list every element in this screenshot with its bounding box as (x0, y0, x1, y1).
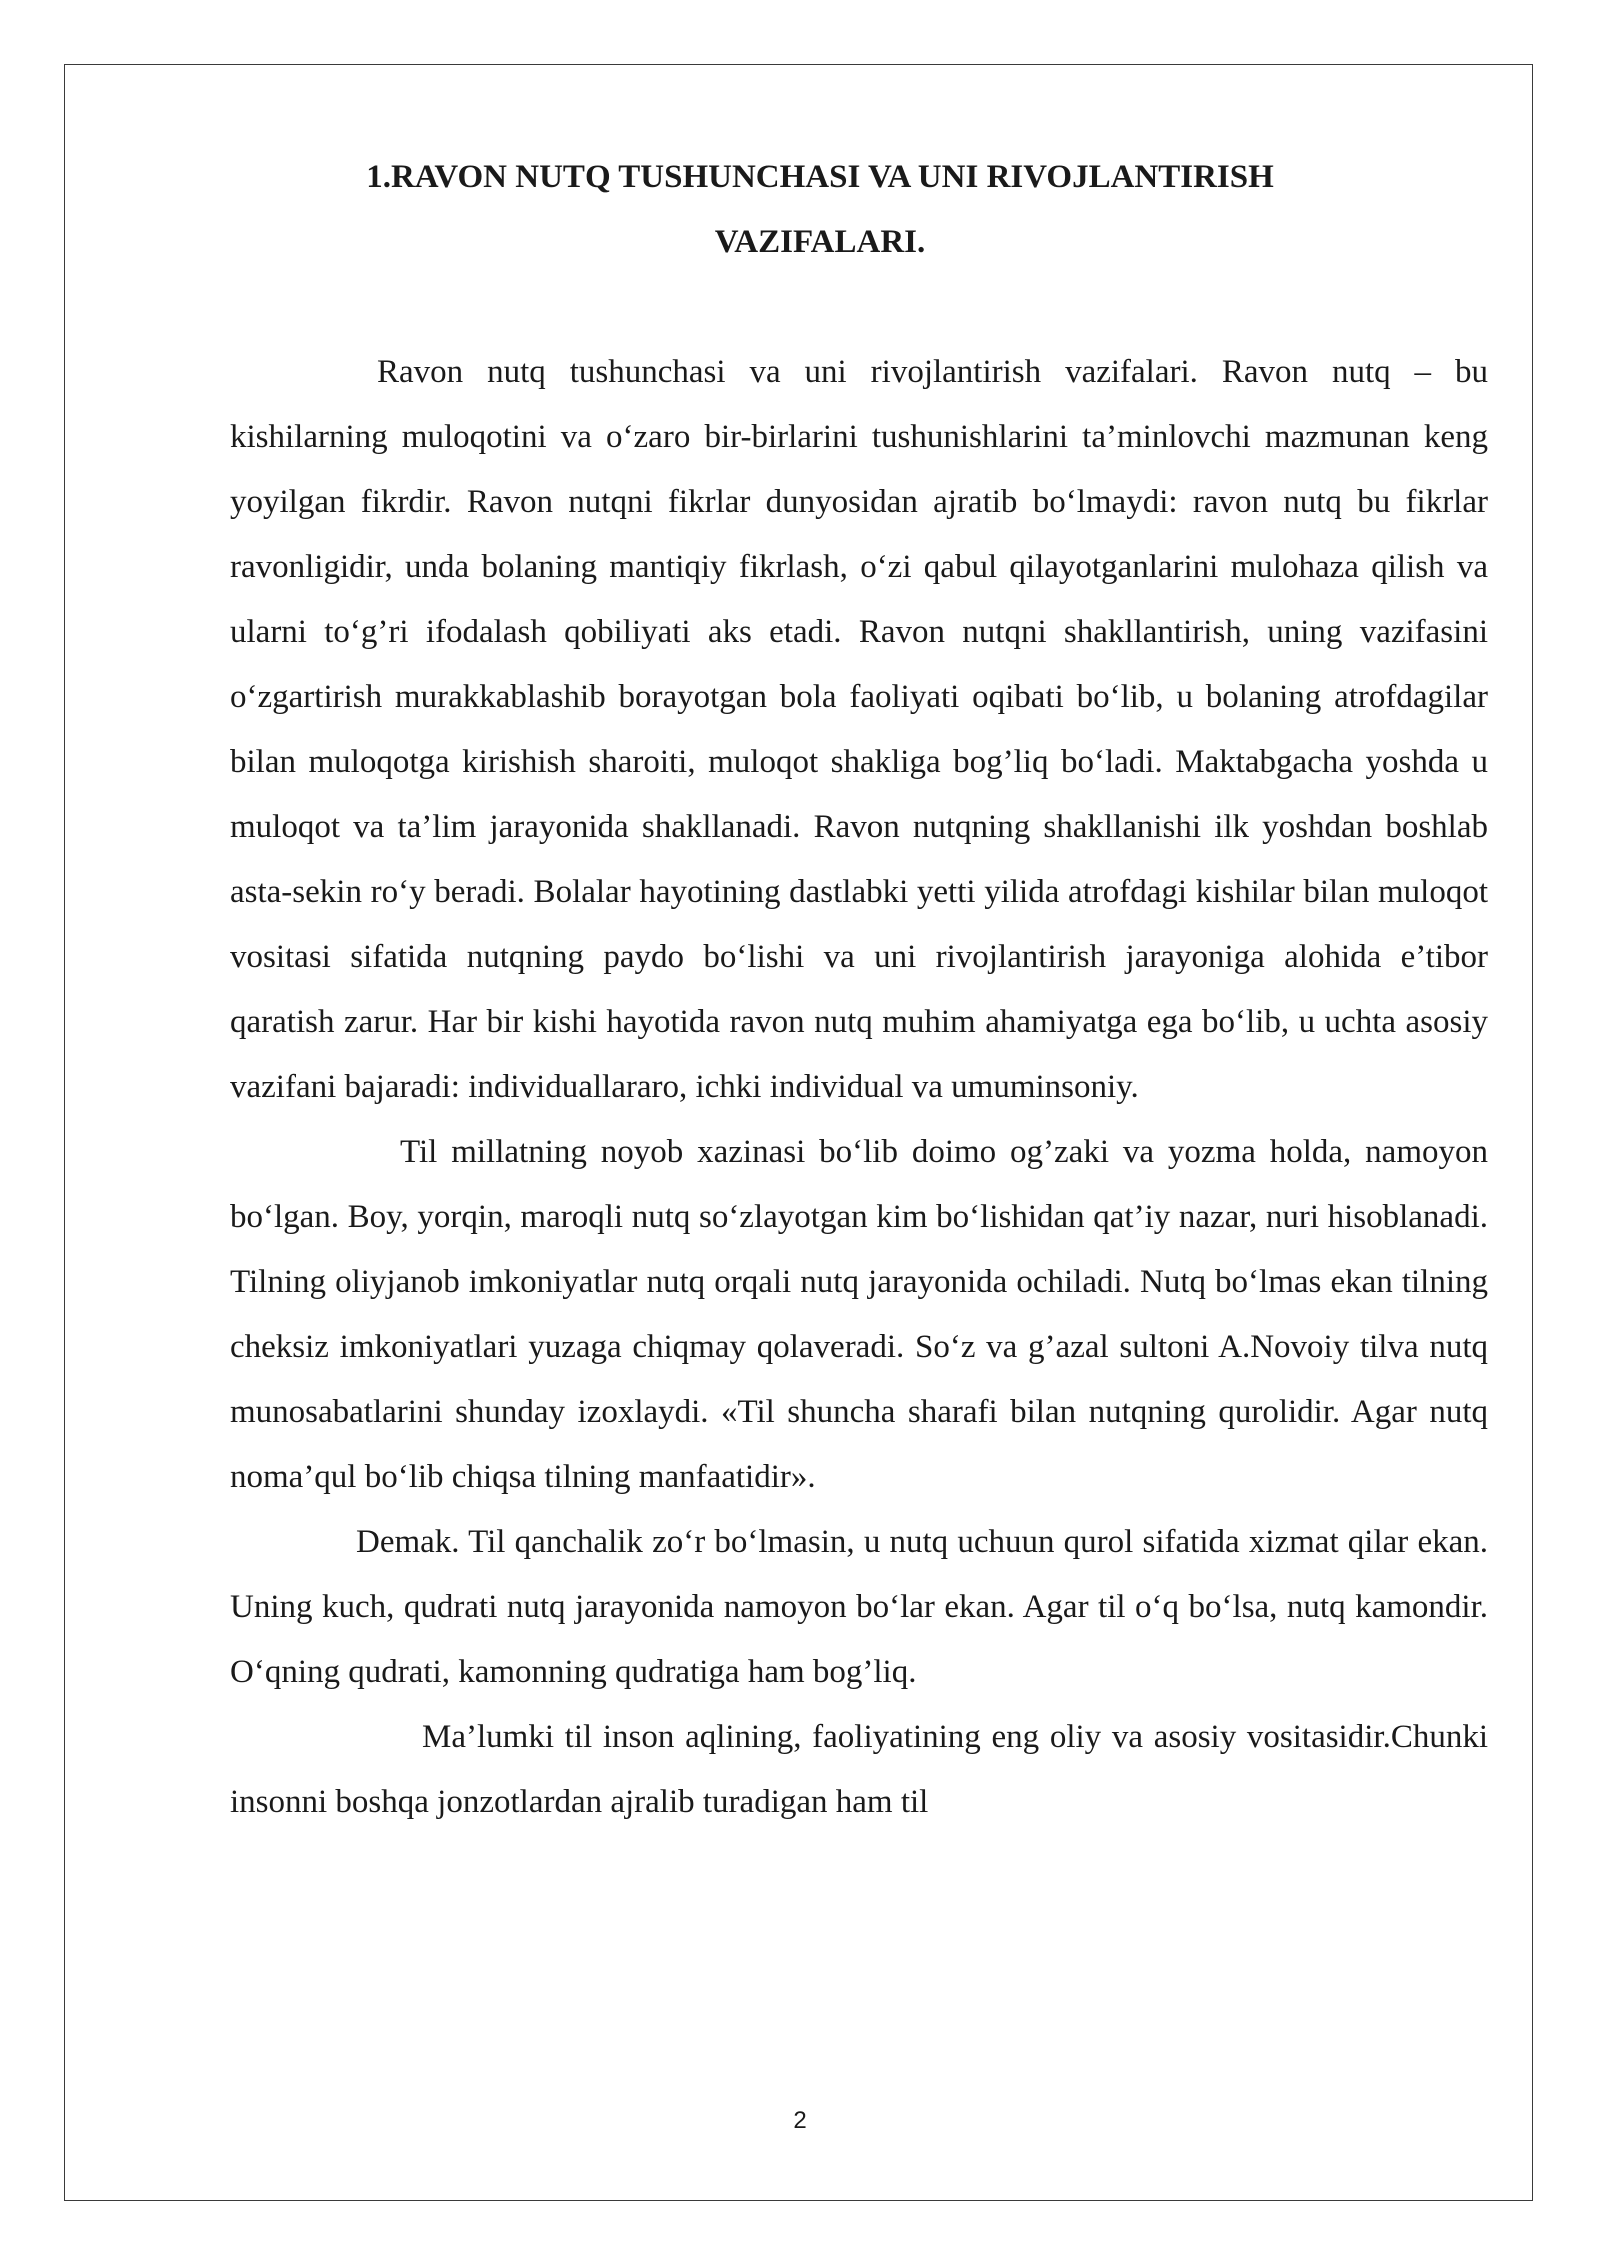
body-text (230, 340, 1488, 1835)
section-heading (230, 145, 1410, 275)
paragraph-1: Ravon nutq tushunchasi va uni rivojlantirish vazifalari. Ravon nutq – bu kishilarning muloqotini va o‘zaro bir-birlarini tushunishlarini ta’minlovchi mazmunan keng yoyilgan fikrdir. Ravon nutqni fikrlar dunyosidan ajratib bo‘lmaydi: ravon nutq bu fikrlar ravonligidir, unda bolaning mantiqiy fikrlash, o‘zi qabul qilayotganlarini mulohaza qilish va ularni to‘g’ri ifodalash qobiliyati aks etadi. Ravon nutqni shakllantirish, uning vazifasini o‘zgartirish murakkablashib borayotgan bola faoliyati oqibati bo‘lib, u bolaning atrofdagilar bilan muloqotga kirishish sharoiti, muloqot shakliga bog’liq bo‘ladi. Maktabgacha yoshda u muloqot va ta’lim jarayonida shakllanadi. Ravon nutqning shakllanishi ilk yoshdan boshlab asta-sekin ro‘y beradi. Bolalar hayotining dastlabki yetti yilida atrofdagi kishilar bilan muloqot vositasi sifatida nutqning paydo bo‘lishi va uni rivojlantirish jarayoniga alohida e’tibor qaratish zarur. Har bir kishi hayotida ravon nutq muhim ahamiyatga ega bo‘lib, u uchta asosiy vazifani bajaradi: individuallararo, ichki individual va umuminsoniy. (230, 354, 1488, 1105)
paragraph-2: Til millatning noyob xazinasi bo‘lib doimo og’zaki va yozma holda, namoyon bo‘lgan. Boy, yorqin, maroqli nutq so‘zlayotgan kim bo‘lishidan qat’iy nazar, nuri hisoblanadi. Tilning oliyjanob imkoniyatlar nutq orqali nutq jarayonida ochiladi. Nutq bo‘lmas ekan tilning cheksiz imkoniyatlari yuzaga chiqmay qolaveradi. So‘z va g’azal sultoni A.Novoiy tilva nutq munosabatlarini shunday izoxlaydi. «Til shuncha sharafi bilan nutqning qurolidir. Agar nutq noma’qul bo‘lib chiqsa tilning manfaatidir». (230, 1134, 1488, 1495)
paragraph-3: Demak. Til qanchalik zo‘r bo‘lmasin, u nutq uchuun qurol sifatida xizmat qilar ekan. Uning kuch, qudrati nutq jarayonida namoyon bo‘lar ekan. Agar til o‘q bo‘lsa, nutq kamondir. O‘qning qudrati, kamonning qudratiga ham bog’liq. (230, 1524, 1488, 1690)
paragraph-4: Ma’lumki til inson aqlining, faoliyatining eng oliy va asosiy vositasidir.Chunki insonni boshqa jonzotlardan ajralib turadigan ham til (230, 1719, 1488, 1820)
page-number: 2 (793, 2107, 807, 2134)
heading-line-2: VAZIFALARI. (714, 224, 926, 260)
heading-line-1: 1.RAVON NUTQ TUSHUNCHASI VA UNI RIVOJLANTIRISH (366, 159, 1274, 195)
